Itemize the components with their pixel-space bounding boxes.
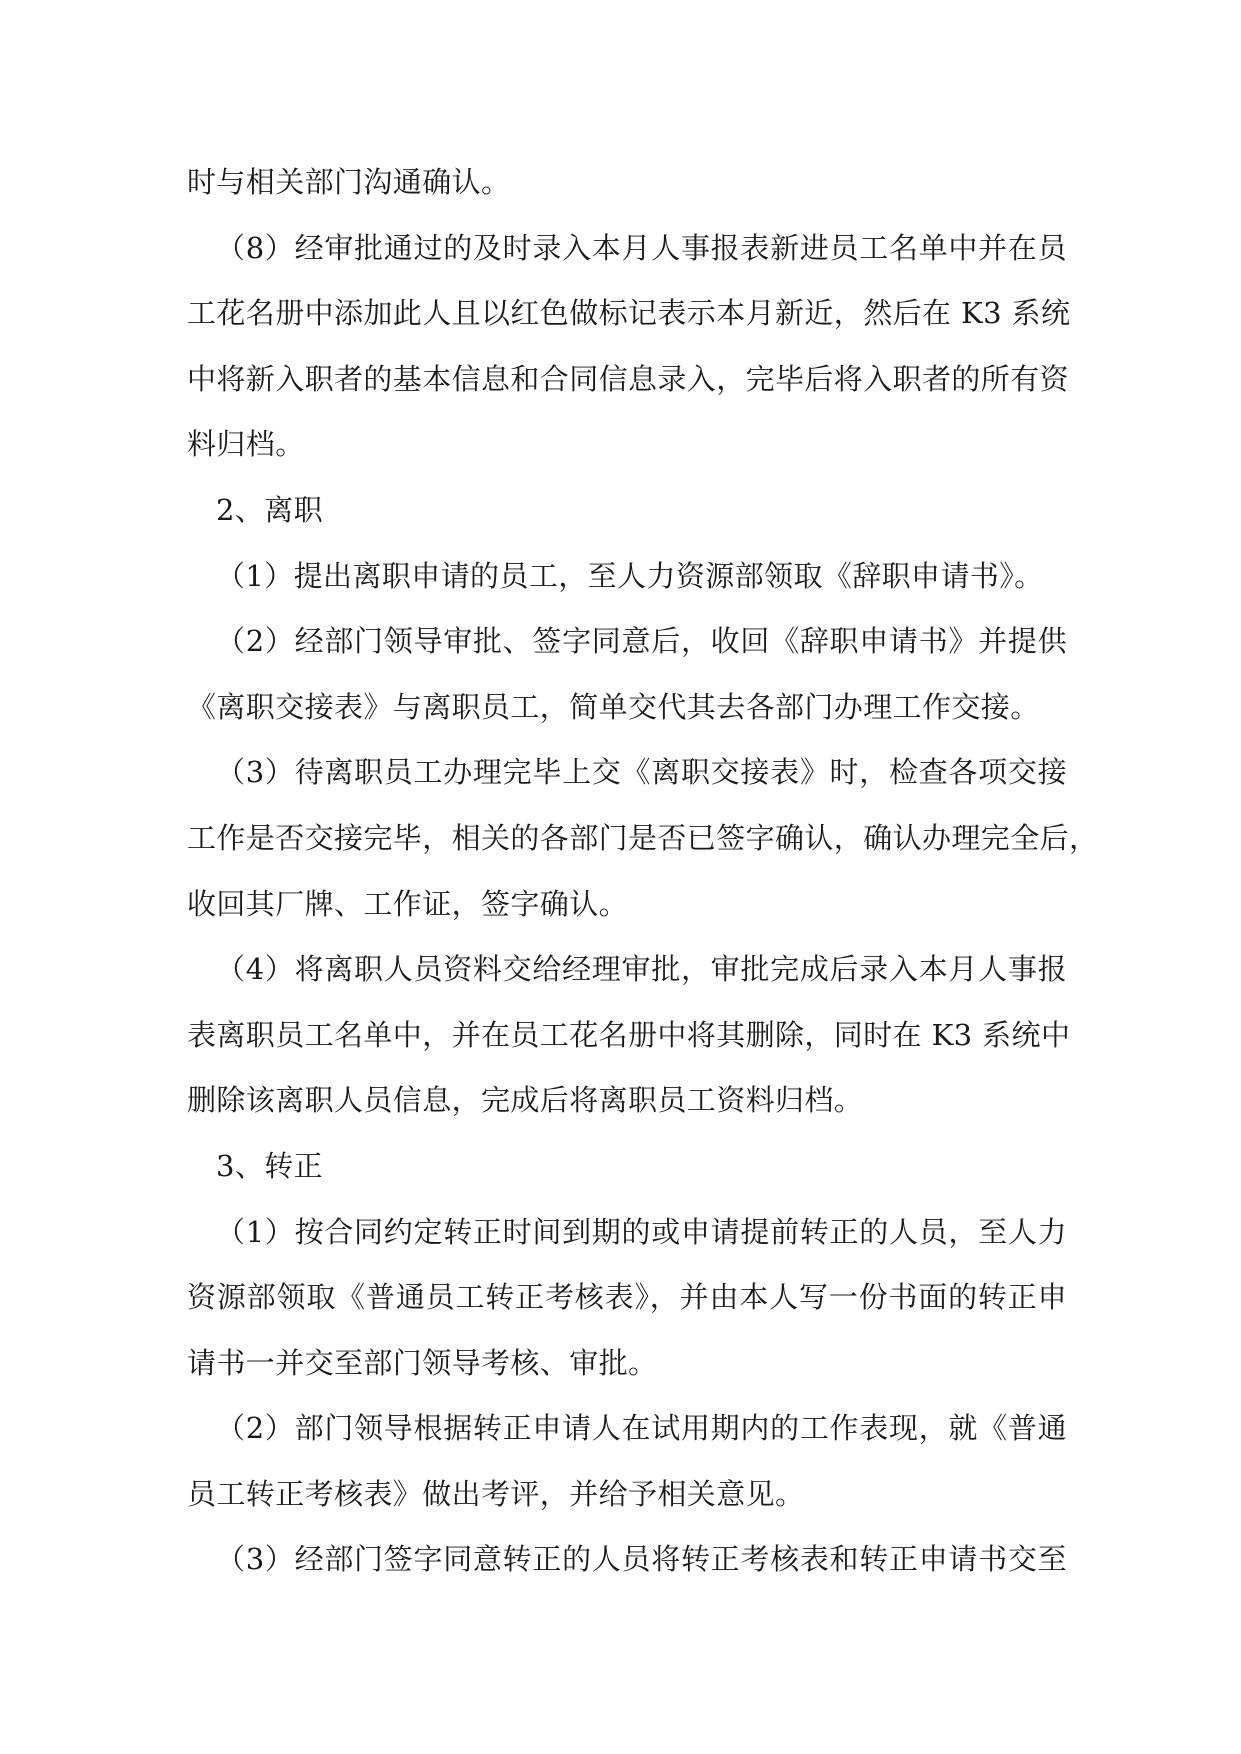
document-body xyxy=(187,150,1099,1593)
paragraph-line: 请书一并交至部门领导考核、审批。 xyxy=(187,1345,658,1380)
paragraph-line: （8）经审批通过的及时录入本月人事报表新进员工名单中并在员 xyxy=(216,230,1067,265)
paragraph-line: 料归档。 xyxy=(187,427,305,462)
paragraph-line: （3）待离职员工办理完毕上交《离职交接表》时，检查各项交接 xyxy=(216,755,1067,790)
paragraph-line: （1）提出离职申请的员工，至人力资源部领取《辞职申请书》。 xyxy=(216,558,1044,593)
paragraph-line: 表离职员工名单中，并在员工花名册中将其删除，同时在 K3 系统中 xyxy=(187,1017,1071,1052)
paragraph-line: （3）经部门签字同意转正的人员将转正考核表和转正申请书交至 xyxy=(216,1542,1067,1577)
paragraph-line: 《离职交接表》与离职员工，简单交代其去各部门办理工作交接。 xyxy=(187,689,1040,724)
paragraph-line: 中将新入职者的基本信息和合同信息录入，完毕后将入职者的所有资 xyxy=(187,361,1070,396)
paragraph-line: 删除该离职人员信息，完成后将离职员工资料归档。 xyxy=(187,1083,864,1118)
paragraph-line: 工花名册中添加此人且以红色做标记表示本月新近，然后在 K3 系统 xyxy=(187,296,1071,331)
section-heading: 2、离职 xyxy=(216,492,324,527)
paragraph-line: （4）将离职人员资料交给经理审批，审批完成后录入本月人事报 xyxy=(216,952,1067,987)
paragraph-line: 资源部领取《普通员工转正考核表》，并由本人写一份书面的转正申 xyxy=(187,1280,1067,1315)
paragraph-line: 员工转正考核表》做出考评，并给予相关意见。 xyxy=(187,1476,805,1511)
paragraph-line: （2）部门领导根据转正申请人在试用期内的工作表现，就《普通 xyxy=(216,1411,1067,1446)
paragraph-line: 时与相关部门沟通确认。 xyxy=(187,165,511,199)
paragraph-line: 收回其厂牌、工作证，签字确认。 xyxy=(187,886,629,921)
section-heading: 3、转正 xyxy=(216,1148,324,1183)
paragraph-line: （2）经部门领导审批、签字同意后，收回《辞职申请书》并提供 xyxy=(216,624,1067,659)
paragraph-line: 工作是否交接完毕，相关的各部门是否已签字确认，确认办理完全后， xyxy=(187,820,1099,855)
paragraph-line: （1）按合同约定转正时间到期的或申请提前转正的人员，至人力 xyxy=(216,1214,1067,1249)
